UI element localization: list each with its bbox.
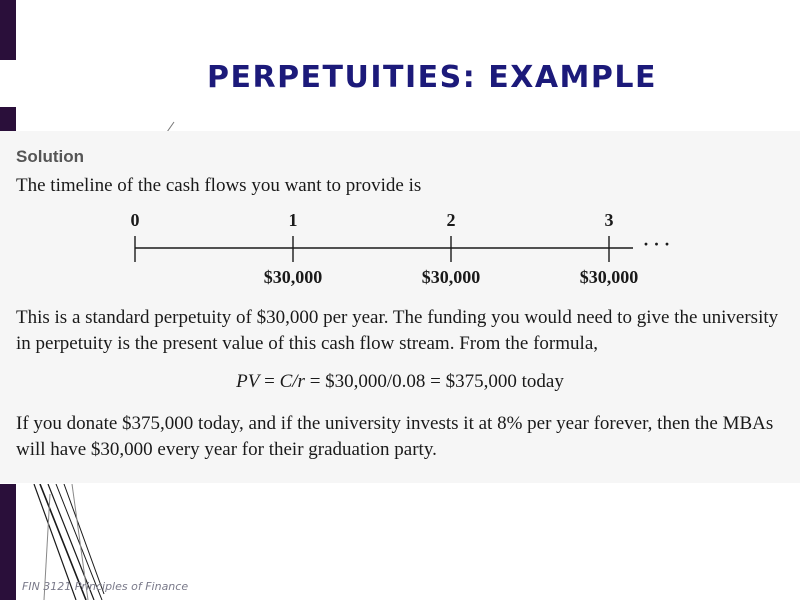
timeline-intro: The timeline of the cash flows you want to provide is	[16, 175, 422, 196]
period-label-2: 2	[446, 210, 456, 230]
cash-flow-amount-2: $30,000	[421, 267, 481, 287]
period-label-0: 0	[130, 210, 140, 230]
pv-formula	[0, 371, 800, 393]
solution-heading: Solution	[16, 147, 84, 166]
cash-flow-amount-3: $30,000	[579, 267, 639, 287]
formula-equals: =	[259, 371, 280, 392]
timeline-continuation: · · ·	[643, 234, 671, 254]
cash-flow-timeline	[0, 200, 800, 300]
period-label-3: 3	[604, 210, 614, 230]
footer-course-name: FIN 3121 Principles of Finance	[22, 580, 189, 593]
donation-conclusion: If you donate $375,000 today, and if the university invests it at 8% per year forever, then the MBAs will have $30,000 every year for their graduation party.	[16, 413, 774, 460]
formula-pv: PV	[236, 371, 260, 392]
perpetuity-explanation: This is a standard perpetuity of $30,000 per year. The funding you would need to give the university in perpetuity is the present value of this cash flow stream. From the formula,	[16, 307, 779, 354]
accent-bar-middle	[0, 107, 16, 131]
cash-flow-amount-1: $30,000	[263, 267, 323, 287]
slide-title: PERPETUITIES: EXAMPLE	[206, 60, 657, 95]
accent-bar-top	[0, 0, 16, 60]
formula-result: = $30,000/0.08 = $375,000 today	[304, 371, 564, 392]
accent-bar-bottom	[0, 484, 16, 600]
formula-c-over-r: C/r	[279, 371, 305, 392]
period-label-1: 1	[288, 210, 298, 230]
